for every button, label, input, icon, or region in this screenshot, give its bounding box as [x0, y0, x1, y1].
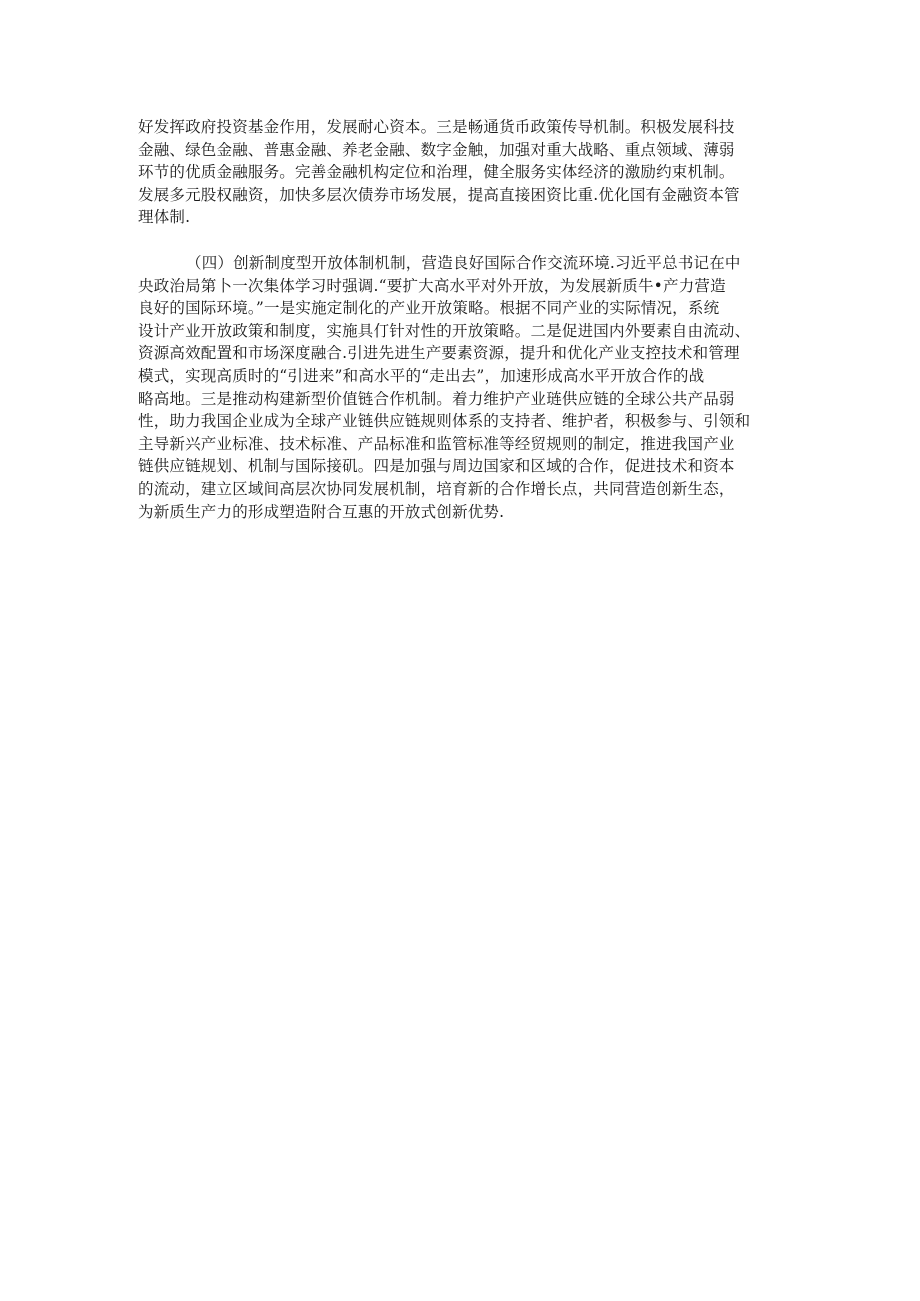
paragraph-line: 的流动，建立区域间高层次协同发展机制，培育新的合作增长点，共同营造创新生态，: [138, 479, 735, 498]
paragraph-line: 设计产业开放政策和制度，实施具仃针对性的开放策略。二是促进国内外要素自由流动、: [138, 321, 751, 340]
paragraph-line: 金融、绿色金融、普惠金融、养老金融、数字金触，加强对重大战略、重点领域、薄弱: [138, 140, 735, 159]
paragraph-line: 发展多元股权融资，加快多层次债券市场发展，提高直接困资比重.优化国有金融资本管: [138, 185, 740, 204]
paragraph-line: 链供应链规划、机制与国际接矶。四是加强与周边国家和区域的合作，促进技术和资本: [138, 457, 735, 476]
paragraph-open-economy: [138, 252, 786, 523]
paragraph-line: 好发挥政府投资基金作用，发展耐心资本。三是畅通货币政策传导机制。积极发展科技: [138, 118, 735, 136]
paragraph-line: 略高地。三是推动构建新型价值链合作机制。着力维护产业琏供应链的全球公共产品弱: [138, 389, 735, 408]
paragraph-line: 央政治局第卜一次集体学习时强调.“要扩大高水平对外开放，为发展新质牛•产力营造: [138, 276, 726, 295]
paragraph-line: 资源高效配置和市场深度融合.引进先进生产要素资源，提升和优化产业支控技术和管理: [138, 344, 740, 363]
paragraph-line: 主导新兴产业标准、技术标准、产品标准和监管标准等经贸规则的制定，推进我国产业: [138, 434, 735, 453]
paragraph-line: 良好的国际环境。”一是实施定制化的产业开放策略。根据不同产业的实际情况，系统: [138, 299, 720, 318]
paragraph-line: 性，助力我国企业成为全球产业链供应链规则体系的支持者、维护者，积极参与、引领和: [138, 412, 751, 431]
paragraph-line: 模式，实现高质时的“引进来”和高水平的“走出去”，加速形成高水平开放合作的战: [138, 366, 705, 385]
paragraph-financial-reform: [138, 116, 786, 229]
paragraph-line: 理体制.: [138, 208, 191, 227]
paragraph-line: 为新质生产力的形成塑造附合互惠的开放式创新优势.: [138, 502, 505, 521]
paragraph-line: 环节的优质金融服务。完善金融机构定位和治理，健全服务实体经济的激励约束机制。: [138, 163, 735, 182]
paragraph-line: （四）创新制度型开放体制机制，营造良好国际合作交流环境.习近平总书记在中: [186, 254, 741, 272]
